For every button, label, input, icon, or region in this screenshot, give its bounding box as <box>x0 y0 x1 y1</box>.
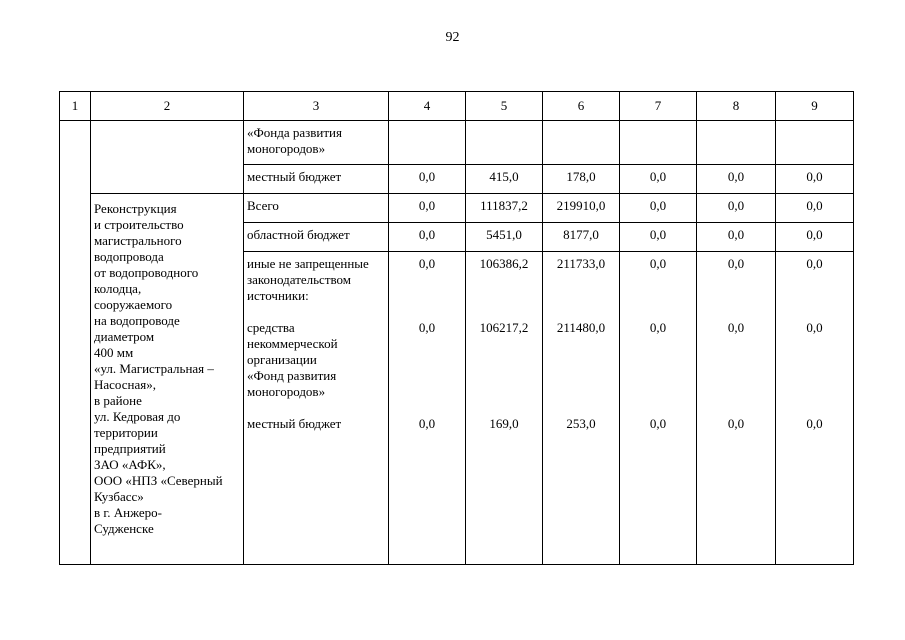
source-cell: местный бюджет <box>244 165 389 194</box>
value-cell <box>776 252 854 565</box>
table-header-row <box>60 92 854 121</box>
source-cell: «Фонда развития моногородов» <box>244 121 389 165</box>
table-row <box>60 194 854 223</box>
table-row <box>60 121 854 165</box>
value-other: 0,0 <box>418 256 436 271</box>
value-nonprofit: 106217,2 <box>479 320 529 335</box>
value-nonprofit: 0,0 <box>418 320 436 335</box>
value-cell: 0,0 <box>620 165 697 194</box>
description-cell <box>91 121 244 194</box>
column-header: 9 <box>776 92 854 121</box>
source-other: иные не запрещенные законодательством источники: <box>247 256 369 303</box>
value-cell: 0,0 <box>389 223 466 252</box>
column-header: 2 <box>91 92 244 121</box>
value-nonprofit: 0,0 <box>806 320 823 335</box>
value-other: 211733,0 <box>556 256 606 271</box>
value-local: 253,0 <box>566 416 596 431</box>
value-local: 0,0 <box>806 416 823 431</box>
value-cell: 0,0 <box>697 165 776 194</box>
value-cell: 0,0 <box>776 194 854 223</box>
value-cell: 0,0 <box>389 165 466 194</box>
value-local: 169,0 <box>489 416 519 431</box>
source-local-budget: местный бюджет <box>247 416 342 431</box>
value-cell <box>620 252 697 565</box>
column-header: 8 <box>697 92 776 121</box>
value-cell: 111837,2 <box>466 194 543 223</box>
column-header: 1 <box>60 92 91 121</box>
column-header: 6 <box>543 92 620 121</box>
budget-table <box>59 91 854 565</box>
value-cell: 415,0 <box>466 165 543 194</box>
value-cell: 0,0 <box>620 223 697 252</box>
source-cell: областной бюджет <box>244 223 389 252</box>
column-header: 4 <box>389 92 466 121</box>
value-cell: 0,0 <box>776 223 854 252</box>
value-local: 0,0 <box>649 416 667 431</box>
column-header: 5 <box>466 92 543 121</box>
value-cell: 0,0 <box>620 194 697 223</box>
value-cell: 0,0 <box>697 194 776 223</box>
value-nonprofit: 211480,0 <box>556 320 606 335</box>
value-cell: 5451,0 <box>466 223 543 252</box>
value-nonprofit: 0,0 <box>649 320 667 335</box>
value-cell: 8177,0 <box>543 223 620 252</box>
value-other: 106386,2 <box>479 256 529 271</box>
value-cell <box>466 252 543 565</box>
value-other: 0,0 <box>727 256 745 271</box>
value-other: 0,0 <box>806 256 823 271</box>
value-cell: 178,0 <box>543 165 620 194</box>
value-other: 0,0 <box>649 256 667 271</box>
index-cell <box>60 121 91 565</box>
page-number: 92 <box>445 30 460 45</box>
column-header: 3 <box>244 92 389 121</box>
source-cell <box>244 252 389 565</box>
value-cell: 0,0 <box>697 223 776 252</box>
value-cell <box>389 252 466 565</box>
value-nonprofit: 0,0 <box>727 320 745 335</box>
value-cell: 0,0 <box>776 165 854 194</box>
value-cell: 0,0 <box>389 194 466 223</box>
project-description: Реконструкция и строительство магистрального водопровода от водопроводного колодца, сооружаемого на водопроводе диаметром 400 мм «ул. Магистральная – Насосная», в районе ул. Кедровая до территории предприятий ЗАО «АФК», ООО «НПЗ «Северный Кузбасс» в г. Анжеро- Судженске <box>91 194 244 565</box>
value-cell: 219910,0 <box>543 194 620 223</box>
column-header: 7 <box>620 92 697 121</box>
source-nonprofit: средства некоммерческой организации «Фонд развития моногородов» <box>247 320 338 399</box>
value-local: 0,0 <box>418 416 436 431</box>
value-cell <box>697 252 776 565</box>
value-local: 0,0 <box>727 416 745 431</box>
source-cell: Всего <box>244 194 389 223</box>
value-cell <box>543 252 620 565</box>
